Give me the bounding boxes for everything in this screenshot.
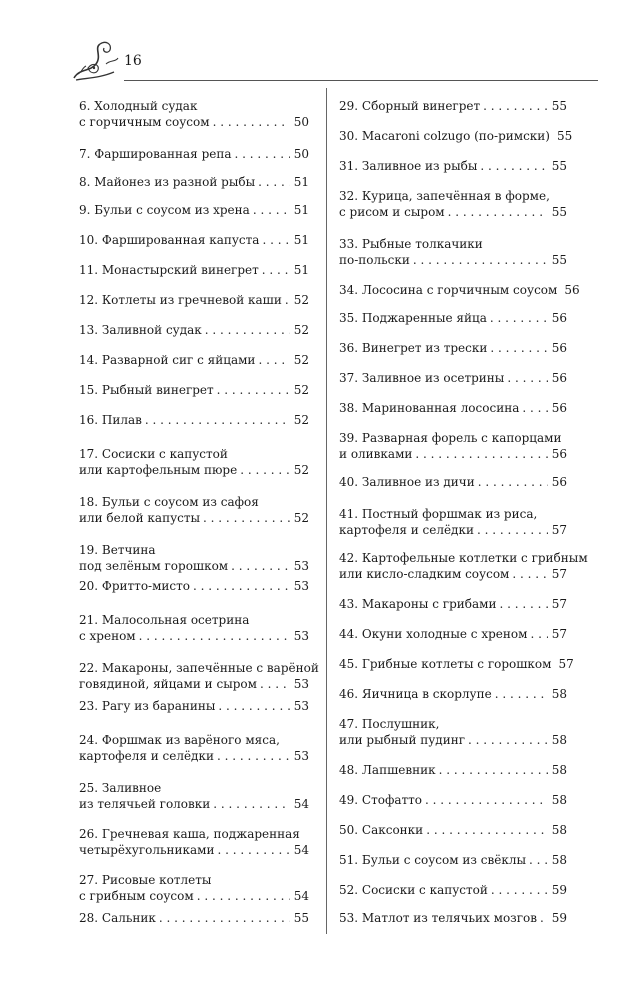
dot-leader — [218, 698, 289, 714]
toc-entry-title: 45. Грибные котлеты с горошком — [339, 657, 552, 671]
toc-entry-title: 15. Рыбный винегрет — [79, 383, 214, 397]
dot-leader — [507, 370, 547, 386]
dot-leader — [439, 762, 548, 778]
toc-entry-page: 52 — [293, 463, 309, 477]
dot-leader — [478, 474, 548, 490]
toc-entry-page: 51 — [293, 233, 309, 247]
dot-leader — [480, 158, 547, 174]
toc-entry — [339, 236, 567, 268]
toc-entry-page: 55 — [551, 253, 567, 267]
toc-entry-title: 28. Сальник — [79, 911, 156, 925]
dot-leader — [145, 412, 290, 428]
toc-entry-title: 35. Поджаренные яйца — [339, 311, 487, 325]
dot-leader — [213, 796, 289, 812]
toc-entry — [79, 202, 309, 218]
toc-entry — [339, 128, 573, 144]
toc-entry — [79, 412, 309, 428]
toc-entry-title: 43. Макароны с грибами — [339, 597, 497, 611]
toc-entry-page: 57 — [558, 657, 574, 671]
decorative-fish-ornament-icon — [70, 38, 122, 82]
dot-leader — [217, 748, 290, 764]
toc-entry — [339, 550, 588, 582]
toc-entry-page: 55 — [556, 129, 573, 143]
dot-leader — [213, 114, 290, 130]
toc-entry — [339, 852, 567, 868]
dot-leader — [258, 352, 289, 368]
dot-leader — [413, 252, 548, 268]
toc-entry-title: под зелёным горошком — [79, 559, 229, 573]
dot-leader — [260, 676, 290, 692]
toc-entry-title: 53. Матлот из телячьих мозгов — [339, 911, 537, 925]
toc-entry — [79, 698, 309, 714]
toc-entry-page: 52 — [293, 353, 309, 367]
dot-leader — [425, 792, 548, 808]
toc-entry — [79, 232, 309, 248]
dot-leader — [235, 146, 290, 162]
dot-leader — [491, 882, 548, 898]
toc-entry-page: 57 — [551, 597, 567, 611]
toc-entry-page: 57 — [551, 567, 567, 581]
toc-entry-title: с хреном — [79, 629, 136, 643]
toc-entry-title: 47. Послушник, — [339, 717, 440, 731]
toc-entry — [339, 686, 567, 702]
toc-entry-title: и оливками — [339, 447, 413, 461]
toc-entry — [79, 732, 309, 764]
toc-entry — [339, 596, 567, 612]
toc-entry — [339, 716, 567, 748]
header-divider — [124, 80, 598, 81]
toc-entry-title: 23. Рагу из баранины — [79, 699, 216, 713]
toc-entry-page: 52 — [293, 323, 309, 337]
dot-leader — [512, 566, 547, 582]
toc-entry-page: 53 — [293, 579, 309, 593]
toc-entry-title: 11. Монастырский винегрет — [79, 263, 259, 277]
toc-entry — [79, 872, 309, 904]
toc-entry-page: 59 — [551, 883, 567, 897]
toc-entry-page: 51 — [293, 263, 309, 277]
toc-entry-title: 51. Бульи с соусом из свёклы — [339, 853, 526, 867]
toc-entry-page: 55 — [551, 205, 567, 219]
dot-leader — [522, 400, 547, 416]
toc-entry — [339, 282, 580, 298]
toc-entry-title: по-польски — [339, 253, 410, 267]
toc-entry — [79, 780, 309, 812]
toc-entry-page: 50 — [293, 147, 309, 161]
column-divider — [326, 88, 327, 934]
toc-entry-title: 30. Macaroni colzugo (по-римски) — [339, 129, 550, 143]
toc-entry-title: 39. Разварная форель с капорцами — [339, 431, 562, 445]
page-number: 16 — [124, 53, 142, 69]
dot-leader — [218, 842, 290, 858]
toc-entry — [79, 660, 319, 692]
toc-entry-title: с горчичным соусом — [79, 115, 210, 129]
toc-entry — [79, 826, 309, 858]
toc-entry — [339, 430, 567, 462]
toc-entry-title: 37. Заливное из осетрины — [339, 371, 505, 385]
toc-entry-page: 58 — [551, 793, 567, 807]
dot-leader — [495, 686, 548, 702]
toc-entry-page: 53 — [293, 629, 309, 643]
toc-entry-title: 24. Форшмак из варёного мяса, — [79, 733, 280, 747]
dot-leader — [540, 910, 548, 926]
toc-entry-title: 7. Фаршированная репа — [79, 147, 232, 161]
toc-entry — [339, 474, 567, 490]
dot-leader — [258, 174, 290, 190]
toc-entry-page: 53 — [293, 677, 309, 691]
toc-entry-title: 12. Котлеты из гречневой каши — [79, 293, 282, 307]
toc-entry — [339, 400, 567, 416]
toc-entry-title: из телячьей головки — [79, 797, 211, 811]
toc-entry-title: картофеля и селёдки — [339, 523, 474, 537]
toc-entry-page: 55 — [551, 159, 567, 173]
toc-entry-title: 52. Сосиски с капустой — [339, 883, 488, 897]
toc-entry — [79, 146, 309, 162]
toc-entry-page: 53 — [293, 559, 309, 573]
toc-entry-page: 58 — [551, 687, 567, 701]
toc-entry — [79, 578, 309, 594]
dot-leader — [240, 462, 290, 478]
toc-entry — [79, 382, 309, 398]
toc-entry-title: 21. Малосольная осетрина — [79, 613, 250, 627]
toc-entry-page: 52 — [293, 383, 309, 397]
toc-entry — [339, 792, 567, 808]
toc-entry-title: 19. Ветчина — [79, 543, 156, 557]
dot-leader — [285, 292, 290, 308]
dot-leader — [262, 232, 289, 248]
dot-leader — [193, 578, 290, 594]
toc-entry — [79, 910, 309, 926]
toc-entry-title: 25. Заливное — [79, 781, 162, 795]
toc-entry — [79, 322, 309, 338]
toc-entry — [339, 910, 567, 926]
dot-leader — [205, 322, 290, 338]
toc-entry-page: 58 — [551, 823, 567, 837]
toc-entry-title: 32. Курица, запечённая в форме, — [339, 189, 550, 203]
toc-entry-page: 57 — [551, 523, 567, 537]
toc-entry — [339, 158, 567, 174]
toc-entry-page: 54 — [293, 889, 309, 903]
dot-leader — [253, 202, 290, 218]
toc-entry — [339, 340, 567, 356]
toc-entry-page: 56 — [551, 371, 567, 385]
toc-entry-page: 57 — [551, 627, 567, 641]
toc-entry-title: 40. Заливное из дичи — [339, 475, 475, 489]
toc-entry — [79, 446, 309, 478]
toc-entry-title: или рыбный пудинг — [339, 733, 465, 747]
toc-entry-page: 58 — [551, 763, 567, 777]
toc-entry-page: 58 — [551, 853, 567, 867]
toc-entry-title: 14. Разварной сиг с яйцами — [79, 353, 256, 367]
dot-leader — [262, 262, 290, 278]
toc-entry — [79, 98, 309, 130]
toc-entry-title: с грибным соусом — [79, 889, 194, 903]
toc-entry-title: 33. Рыбные толкачики — [339, 237, 483, 251]
toc-entry-page: 56 — [564, 283, 580, 297]
toc-entry-page: 52 — [293, 413, 309, 427]
toc-entry — [339, 656, 574, 672]
toc-entry-title: 38. Маринованная лососина — [339, 401, 520, 415]
dot-leader — [499, 596, 547, 612]
toc-entry — [79, 292, 309, 308]
toc-entry — [79, 174, 309, 190]
toc-entry-page: 55 — [293, 911, 309, 925]
toc-entry-title: 16. Пилав — [79, 413, 142, 427]
dot-leader — [217, 382, 290, 398]
toc-entry-title: 50. Саксонки — [339, 823, 424, 837]
toc-entry-title: или кисло-сладким соусом — [339, 567, 510, 581]
toc-entry-title: 9. Бульи с соусом из хрена — [79, 203, 250, 217]
toc-entry-page: 56 — [551, 447, 567, 461]
dot-leader — [448, 204, 548, 220]
toc-entry-title: 27. Рисовые котлеты — [79, 873, 212, 887]
page-header — [70, 38, 598, 82]
toc-entry — [339, 762, 567, 778]
dot-leader — [483, 98, 548, 114]
toc-entry-page: 53 — [293, 699, 309, 713]
toc-entry-page: 55 — [551, 99, 567, 113]
toc-entry-page: 50 — [293, 115, 309, 129]
toc-entry-title: 34. Лососина с горчичным соусом — [339, 283, 558, 297]
toc-entry — [79, 542, 309, 574]
toc-entry-title: картофеля и селёдки — [79, 749, 214, 763]
toc-entry — [339, 506, 567, 538]
toc-entry — [79, 262, 309, 278]
toc-entry-page: 56 — [551, 475, 567, 489]
toc-entry-page: 52 — [293, 511, 309, 525]
toc-entry — [79, 612, 309, 644]
toc-entry-title: 13. Заливной судак — [79, 323, 202, 337]
toc-entry-title: 20. Фритто-мисто — [79, 579, 191, 593]
toc-entry — [339, 310, 567, 326]
toc-entry-title: 48. Лапшевник — [339, 763, 436, 777]
dot-leader — [426, 822, 548, 838]
toc-entry-page: 56 — [551, 311, 567, 325]
dot-leader — [530, 626, 547, 642]
toc-entry-title: 36. Винегрет из трески — [339, 341, 488, 355]
toc-entry-page: 59 — [551, 911, 567, 925]
dot-leader — [231, 558, 290, 574]
toc-entry-page: 56 — [551, 401, 567, 415]
toc-entry-title: 17. Сосиски с капустой — [79, 447, 228, 461]
dot-leader — [529, 852, 548, 868]
dot-leader — [197, 888, 290, 904]
toc-entry-title: 41. Постный форшмак из риса, — [339, 507, 538, 521]
toc-entry — [339, 882, 567, 898]
toc-entry — [79, 494, 309, 526]
toc-entry-title: четырёхугольниками — [79, 843, 215, 857]
toc-entry — [339, 370, 567, 386]
toc-entry — [339, 822, 567, 838]
toc-entry-title: 29. Сборный винегрет — [339, 99, 481, 113]
toc-entry-title: 44. Окуни холодные с хреном — [339, 627, 528, 641]
toc-entry-title: 31. Заливное из рыбы — [339, 159, 478, 173]
toc-entry — [339, 98, 567, 114]
toc-entry-title: говядиной, яйцами и сыром — [79, 677, 257, 691]
toc-entry-title: или картофельным пюре — [79, 463, 238, 477]
toc-entry-page: 51 — [293, 175, 309, 189]
toc-entry-page: 54 — [293, 843, 309, 857]
dot-leader — [490, 310, 548, 326]
toc-entry-page: 52 — [293, 293, 309, 307]
toc-entry-title: 42. Картофельные котлетки с грибным — [339, 551, 588, 565]
toc-entry — [339, 626, 567, 642]
dot-leader — [159, 910, 290, 926]
toc-entry-title: с рисом и сыром — [339, 205, 445, 219]
toc-entry-title: 8. Майонез из разной рыбы — [79, 175, 256, 189]
toc-entry-title: или белой капусты — [79, 511, 201, 525]
toc-entry-title: 10. Фаршированная капуста — [79, 233, 260, 247]
dot-leader — [415, 446, 547, 462]
toc-entry-title: 26. Гречневая каша, поджаренная — [79, 827, 300, 841]
dot-leader — [477, 522, 548, 538]
toc-entry-title: 22. Макароны, запечённые с варёной — [79, 661, 319, 675]
toc-entry-title: 6. Холодный судак — [79, 99, 198, 113]
toc-entry-title: 46. Яичница в скорлупе — [339, 687, 492, 701]
dot-leader — [139, 628, 290, 644]
toc-entry-title: 49. Стофатто — [339, 793, 422, 807]
toc-entry-page: 54 — [293, 797, 309, 811]
toc-entry-title: 18. Бульи с соусом из сафоя — [79, 495, 259, 509]
toc-entry-page: 58 — [551, 733, 567, 747]
toc-entry — [79, 352, 309, 368]
dot-leader — [203, 510, 290, 526]
toc-entry-page: 53 — [293, 749, 309, 763]
toc-entry-page: 56 — [551, 341, 567, 355]
dot-leader — [490, 340, 547, 356]
toc-entry-page: 51 — [293, 203, 309, 217]
dot-leader — [468, 732, 548, 748]
toc-entry — [339, 188, 567, 220]
